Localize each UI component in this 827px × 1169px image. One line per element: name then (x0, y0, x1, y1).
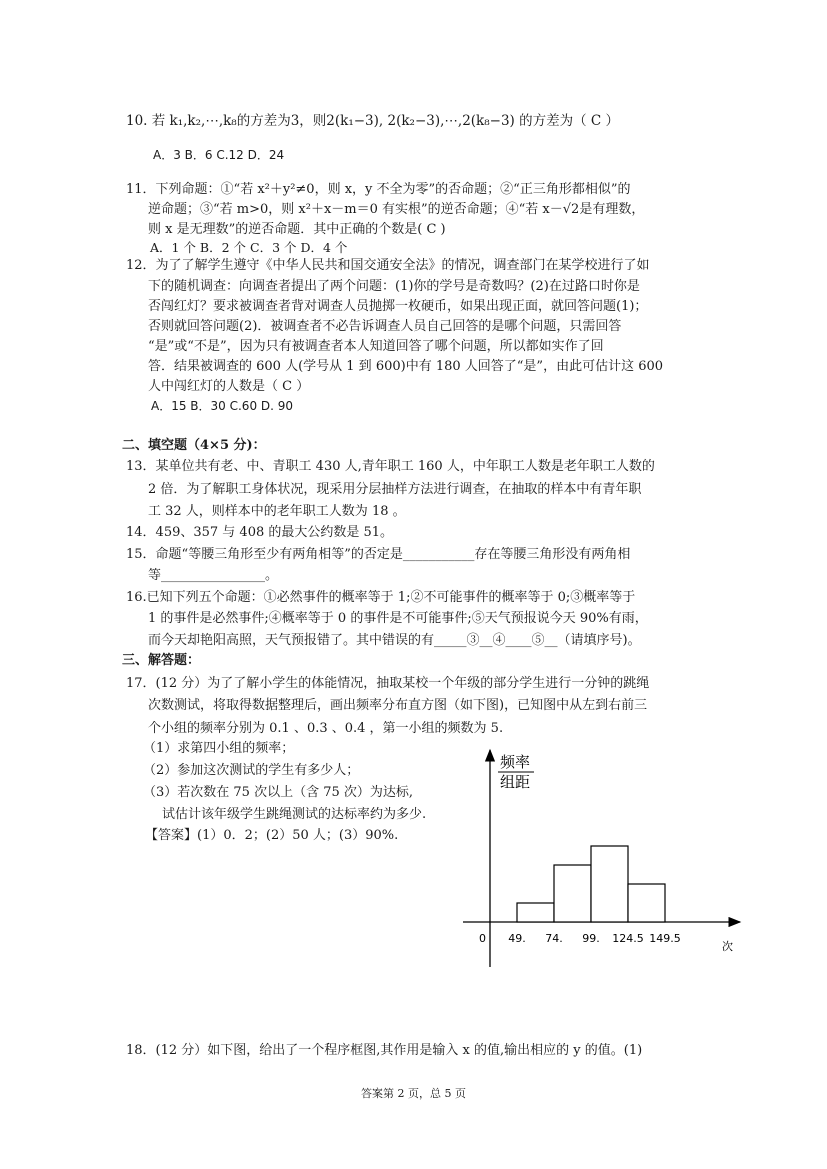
q10-options: A．3 B．6 C.12 D．24 (153, 148, 285, 162)
q16-line2: 1 的事件是必然事件;④概率等于 0 的事件是不可能事件;⑤天气预报说今天 90%有雨， (148, 611, 648, 626)
q12-line1: 12．为了了解学生遵守《中华人民共和国交通安全法》的情况，调查部门在某学校进行了如 (126, 258, 650, 273)
q12-line7: 人中闯红灯的人数是（ C ） (148, 379, 310, 394)
x-tick-label: 124.5 (612, 932, 644, 945)
q17-sub1: （1）求第四小组的频率； (143, 741, 295, 756)
q13-line3: 工 32 人，则样本中的老年职工人数为 18 。 (148, 504, 406, 519)
q17-line3: 个小组的频率分别为 0.1 、0.3 、0.4 ，第一小组的频数为 5. (148, 721, 504, 736)
q12-line6: 答．结果被调查的 600 人(学号从 1 到 600)中有 180 人回答了“是”，由此可估计这 600 (148, 359, 664, 374)
section-answer-title: 三、解答题： (122, 653, 201, 668)
q15-line2: 等________________。 (148, 568, 279, 583)
histogram-bar (628, 884, 665, 922)
x-tick-label: 49. (508, 932, 526, 945)
q15-line1: 15．命题“等腰三角形至少有两角相等”的否定是___________存在等腰三角形没有两角相 (126, 547, 631, 562)
q17-sub3: （3）若次数在 75 次以上（含 75 次）为达标, (143, 785, 414, 800)
page-footer: 答案第 2 页，总 5 页 (361, 1087, 466, 1100)
ylabel-bottom: 组距 (500, 773, 531, 791)
q18-text: 18．(12 分）如下图，给出了一个程序框图,其作用是输入 x 的值,输出相应的 y 的值。(1) (126, 1043, 643, 1058)
q12-options: A．15 B．30 C.60 D. 90 (151, 399, 294, 413)
q13-line2: 2 倍．为了解职工身体状况，现采用分层抽样方法进行调查，在抽取的样本中有青年职 (148, 482, 642, 497)
q12-line5: “是”或“不是”，因为只有被调查者本人知道回答了哪个问题，所以都如实作了回 (148, 339, 604, 354)
x-tick-label: 99. (582, 932, 600, 945)
origin-label: 0 (479, 932, 486, 945)
x-tick-label: 74. (545, 932, 563, 945)
q17-sub3-cont: 试估计该年级学生跳绳测试的达标率约为多少. (162, 807, 427, 822)
q11-line3: 则 x 是无理数”的逆否命题．其中正确的个数是( C ) (148, 222, 446, 237)
q17-answer: 【答案】(1）0．2；(2）50 人；(3）90%. (145, 828, 399, 843)
q13-line1: 13．某单位共有老、中、青职工 430 人,青年职工 160 人，中年职工人数是老年职工人数的 (126, 459, 655, 474)
histogram-bar (554, 865, 591, 922)
q16-line1: 16.已知下列五个命题：①必然事件的概率等于 1;②不可能事件的概率等于 0;③概率等于 (126, 590, 636, 605)
histogram-bar (517, 903, 554, 922)
q12-line3: 否闯红灯？要求被调查者背对调查人员抛掷一枚硬币，如果出现正面，就回答问题(1)； (148, 299, 648, 314)
x-tick-label: 149.5 (649, 932, 681, 945)
ylabel-top: 频率 (500, 753, 531, 771)
q10-text: 10. 若 k₁,k₂,⋯,k₈的方差为3，则2(k₁−3), 2(k₂−3),⋯,2(k₈−3) 的方差为（ C ） (126, 113, 620, 129)
xlabel: 次 (722, 940, 733, 953)
q11-line2: 逆命题；③“若 m>0，则 x²＋x－m＝0 有实根”的逆否命题；④“若 x－√2是有理数， (148, 202, 645, 217)
q14-text: 14．459、357 与 408 的最大公约数是 51。 (126, 525, 394, 540)
q17-sub2: （2）参加这次测试的学生有多少人； (143, 763, 360, 778)
q16-line3: 而今天却艳阳高照，天气预报错了。其中错误的有_____③__④____⑤__（请填序号)。 (148, 633, 641, 648)
q12-line4: 否则就回答问题(2)．被调查者不必告诉调查人员自己回答的是哪个问题，只需回答 (148, 319, 622, 334)
q17-line2: 次数测试，将取得数据整理后，画出频率分布直方图（如下图)，已知图中从左到右前三 (148, 698, 648, 713)
q11-options: A．1 个 B．2 个 C．3 个 D．4 个 (150, 240, 348, 255)
q12-line2: 下的随机调查：向调查者提出了两个问题：(1)你的学号是奇数吗？(2)在过路口时你是 (148, 279, 640, 294)
q11-line1: 11．下列命题：①“若 x²＋y²≠0，则 x，y 不全为零”的否命题；②“正三角形都相似”的 (126, 182, 631, 197)
histogram-bar (591, 846, 628, 922)
q17-line1: 17．(12 分）为了了解小学生的体能情况，抽取某校一个年级的部分学生进行一分钟的跳绳 (126, 676, 650, 691)
section-fill-in-title: 二、填空题（4×5 分)： (122, 438, 266, 453)
frequency-histogram (460, 745, 750, 975)
